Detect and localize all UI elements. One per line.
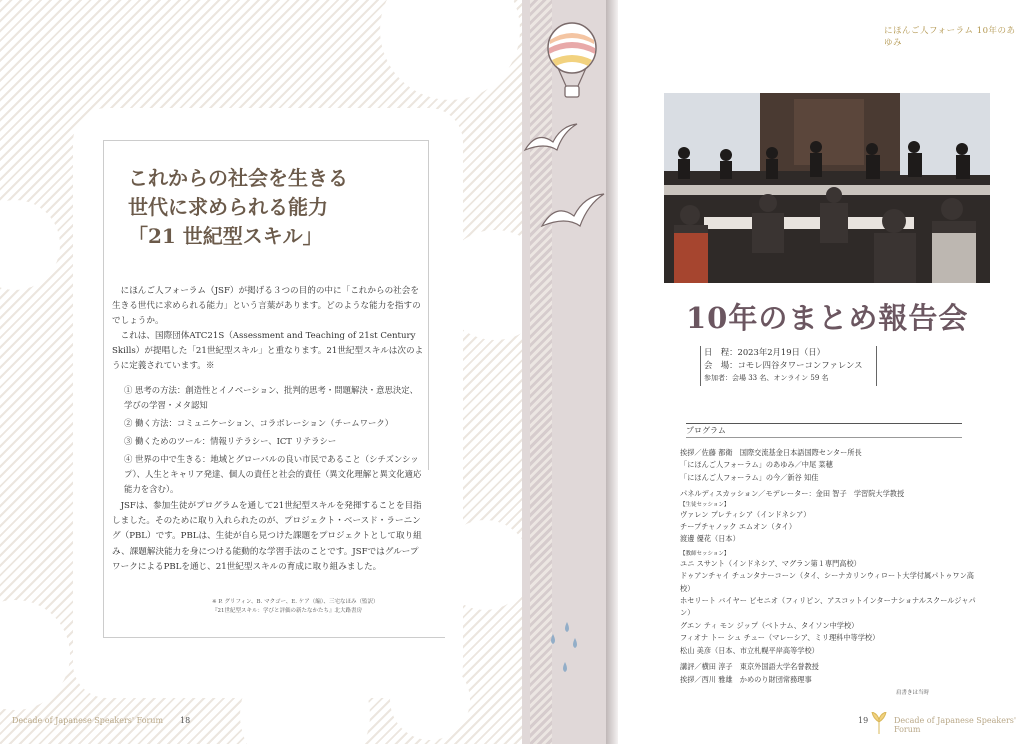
heading-line: これからの社会を生きる xyxy=(128,166,348,190)
card-frame xyxy=(103,140,104,638)
pbl-text xyxy=(112,499,424,575)
page-title: 10年のまとめ報告会 xyxy=(686,301,969,335)
program-line: ドゥアンチャイ チュンタナーコーン（タイ、シーナカリンウィロート大学付属パトゥワン高校） xyxy=(680,571,974,593)
skill-item: ② 働く方法：コミュニケーション、コラボレーション（チームワーク） xyxy=(124,418,394,428)
program-session-tag: 【生徒セッション】 xyxy=(680,501,730,508)
running-header: にほんご人フォーラム 10年のあゆみ xyxy=(884,26,1016,48)
program-line: 渡邊 優花（日本） xyxy=(680,534,740,544)
raindrops-icon xyxy=(545,620,585,680)
skill-item: ③ 働くためのツール：情報リテラシー、ICT リテラシー xyxy=(124,436,337,446)
intro-paragraph: にほんご人フォーラム（JSF）が掲げる３つの目的の中に「これからの社会を生きる世代に求められる能力」という言葉があります。どのような能力を指すのでしょうか。 xyxy=(112,286,421,326)
meta-bracket xyxy=(700,346,701,386)
program-rule xyxy=(686,423,962,424)
book-spine xyxy=(606,0,618,744)
panel-discussion-photo xyxy=(664,93,990,283)
skills-list xyxy=(124,383,426,500)
page-number: 18 xyxy=(180,716,191,725)
program-line: 「にほんご人フォーラム」の今／新谷 知佳 xyxy=(680,472,819,482)
page-footer: Decade of Japanese Speakers' Forum xyxy=(12,716,164,725)
program-line: ユニ スサント（インドネシア、マグラン第１専門高校） xyxy=(680,558,861,568)
program-line: 松山 美彦（日本、市立札幌平岸高等学校） xyxy=(680,645,819,655)
program-line: チープチャノック エムオン（タイ） xyxy=(680,522,797,532)
program-session-tag: 【教師セッション】 xyxy=(680,550,730,557)
cloud-decoration xyxy=(0,200,60,290)
card-frame xyxy=(103,140,429,141)
reference-line: 『21世紀型スキル：学びと評価の新たなかたち』北大路書房 xyxy=(212,608,362,614)
event-photo xyxy=(664,93,990,283)
meta-bracket xyxy=(876,346,877,386)
program-line: ヴァレン プレティシア（インドネシア） xyxy=(680,509,811,519)
section-heading xyxy=(128,164,428,251)
leaf-ornament-icon xyxy=(871,712,887,734)
program-line: グエン ティ モン ジップ（ベトナム、タイソン中学校） xyxy=(680,620,859,630)
program-line: パネルディスカッション／モデレーター：金田 智子 学習院大学教授 xyxy=(680,489,905,499)
event-meta xyxy=(704,346,863,385)
intro-text xyxy=(112,284,424,374)
intro-paragraph: これは、国際団体ATC21S（Assessment and Teaching of 21st Century Skills）が提唱した「21世紀型スキル」と重なります。21世紀型スキルは次のように定義されています。※ xyxy=(112,331,424,371)
cloud-decoration xyxy=(380,0,520,100)
program-list xyxy=(680,447,980,686)
program-line: 講評／横田 淳子 東京外国語大学名誉教授 xyxy=(680,662,819,672)
pbl-paragraph: JSFは、参加生徒がプログラムを通して21世紀型スキルを発揮することを目指しました。そのために取り入れられたのが、プロジェクト・ベースド・ラーニング（PBL）です。PBLは、生徒が自ら見つけた課題をプロジェクトとして取り組み、課題解決能力を身につける能動的な学習手法のことです。JSFではグループワークによるPBLを通じ、21世紀型スキルの育成に取り組みました。 xyxy=(112,501,422,572)
program-label: プログラム xyxy=(686,426,726,435)
hot-air-balloon-icon xyxy=(544,22,600,104)
title-note: 肩書きは当時 xyxy=(896,690,930,696)
program-line: 「にほんご人フォーラム」のあゆみ／中尾 菜穂 xyxy=(680,460,833,470)
reference xyxy=(212,598,426,616)
bird-icon xyxy=(523,120,579,160)
page-footer: Decade of Japanese Speakers' Forum xyxy=(894,716,1017,734)
program-line: ホセリート バイヤー ビセニオ（フィリピン、アスコットインターナショナルスクールジャパン） xyxy=(680,596,976,618)
program-line: 挨拶／佐藤 都衛 国際交流基金日本語国際センター所長 xyxy=(680,448,862,457)
heading-line: 「21 世紀型スキル」 xyxy=(128,224,323,248)
page-number: 19 xyxy=(858,716,869,725)
program-line: 挨拶／西川 雅雄 かめのり財団常務理事 xyxy=(680,674,812,684)
skill-item: ④ 世界の中で生きる：地域とグローバルの良い市民であること（シチズンシップ）、人生とキャリア発達、個人の責任と社会的責任（異文化理解と異文化適応能力を含む）。 xyxy=(124,454,422,494)
skill-item: ① 思考の方法：創造性とイノベーション、批判的思考・問題解決・意思決定、学びの学習・メタ認知 xyxy=(124,385,418,410)
card-frame xyxy=(428,140,429,470)
reference-line: ※ P. グリフィン、B. マクゴー、E. ケア（編）、三宅なほみ（監訳） xyxy=(212,599,379,605)
heading-line: 世代に求められる能力 xyxy=(128,195,328,219)
event-date: 日 程：2023年2月19日（日） xyxy=(704,347,826,357)
card-frame xyxy=(103,637,445,638)
bird-icon xyxy=(540,190,606,236)
cloud-decoration xyxy=(0,600,70,710)
program-rule xyxy=(686,437,962,438)
event-participants: 参加者：会場 33 名、オンライン 59 名 xyxy=(704,374,829,382)
event-venue: 会 場：コモレ四谷タワーコンファレンス xyxy=(704,360,863,370)
program-line: フィオナ トー シュ チュー（マレーシア、ミリ理科中等学校） xyxy=(680,633,880,643)
